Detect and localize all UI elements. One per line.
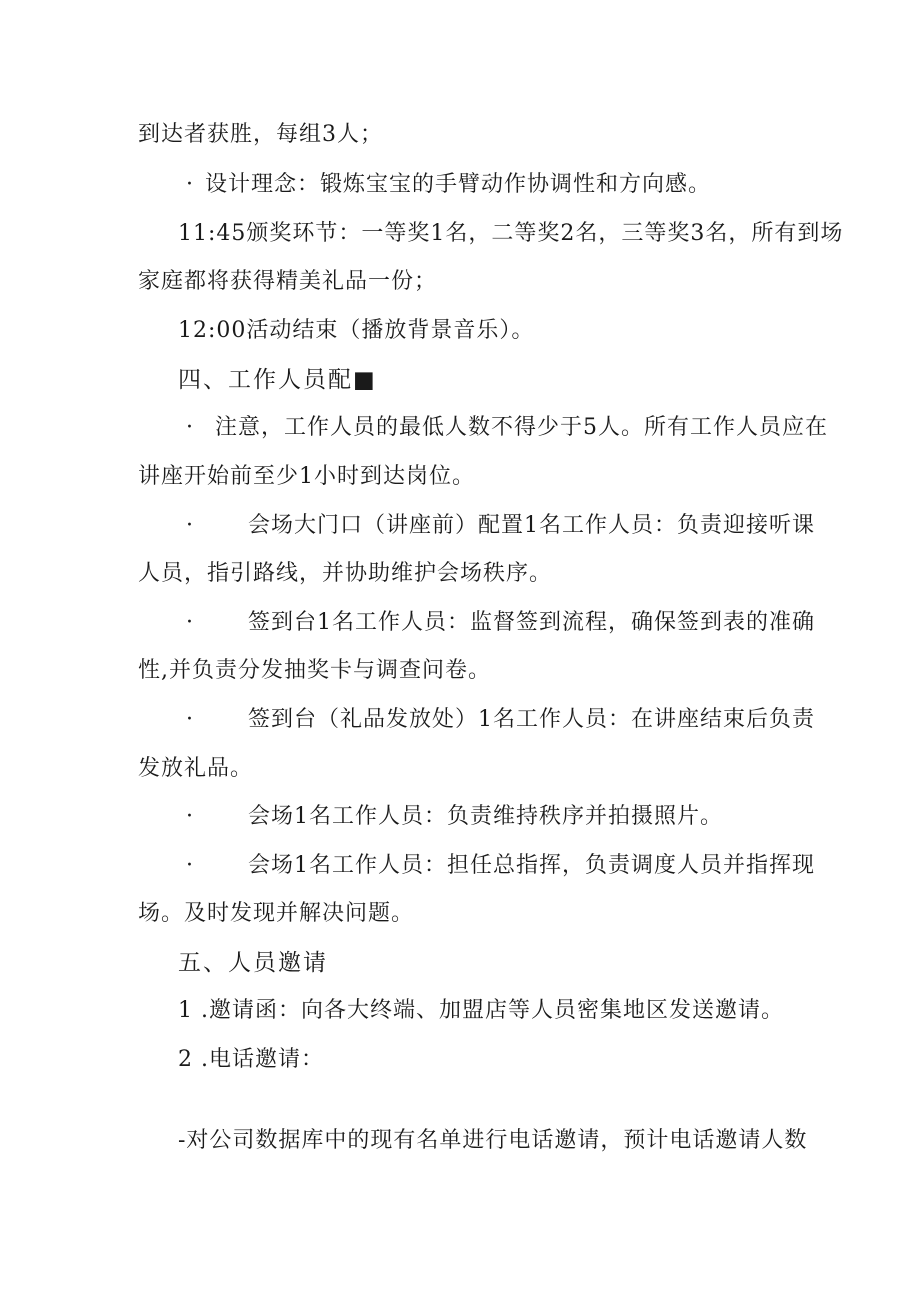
text-line: 会场1名工作人员：担任总指挥，负责调度人员并指挥现 bbox=[248, 853, 815, 878]
text-line: 场。及时发现并解决问题。 bbox=[138, 901, 415, 926]
bullet-dot: · bbox=[186, 707, 193, 732]
text-line: 12:00活动结束（播放背景音乐）。 bbox=[178, 318, 535, 343]
text-line: 会场1名工作人员：负责维持秩序并拍摄照片。 bbox=[248, 804, 723, 829]
text-line: 签到台（礼品发放处）1名工作人员：在讲座结束后负责 bbox=[248, 707, 815, 732]
text-line: 设计理念：锻炼宝宝的手臂动作协调性和方向感。 bbox=[205, 172, 712, 197]
text-line: 2 .电话邀请： bbox=[178, 1047, 324, 1072]
bullet-dot: · bbox=[186, 804, 193, 829]
text-line: 发放礼品。 bbox=[138, 756, 254, 781]
text-line: 注意，工作人员的最低人数不得少于5人。所有工作人员应在 bbox=[215, 415, 828, 440]
section-heading: 五、人员邀请 bbox=[178, 950, 328, 976]
text-line: 1 .邀请函：向各大终端、加盟店等人员密集地区发送邀请。 bbox=[178, 998, 784, 1023]
text-line: -对公司数据库中的现有名单进行电话邀请，预计电话邀请人数 bbox=[178, 1128, 808, 1153]
text-line: 11:45颁奖环节：一等奖1名，二等奖2名，三等奖3名，所有到场 bbox=[178, 221, 844, 246]
bullet-dot: · bbox=[186, 415, 193, 440]
bullet-dot: · bbox=[186, 610, 193, 635]
text-line: 性,并负责分发抽奖卡与调查问卷。 bbox=[138, 658, 491, 683]
text-line: 到达者获胜，每组3人； bbox=[138, 122, 383, 147]
text-line: 人员，指引路线，并协助维护会场秩序。 bbox=[138, 561, 553, 586]
text-line: 会场大门口（讲座前）配置1名工作人员：负责迎接听课 bbox=[248, 513, 815, 538]
bullet-dot: · bbox=[186, 853, 193, 878]
text-line: 签到台1名工作人员：监督签到流程，确保签到表的准确 bbox=[248, 610, 815, 635]
text-line: 讲座开始前至少1小时到达岗位。 bbox=[138, 464, 475, 489]
section-heading: 四、工作人员配■ bbox=[178, 367, 377, 393]
text-line: 家庭都将获得精美礼品一份； bbox=[138, 269, 438, 294]
bullet-dot: · bbox=[186, 172, 193, 197]
bullet-dot: · bbox=[186, 513, 193, 538]
